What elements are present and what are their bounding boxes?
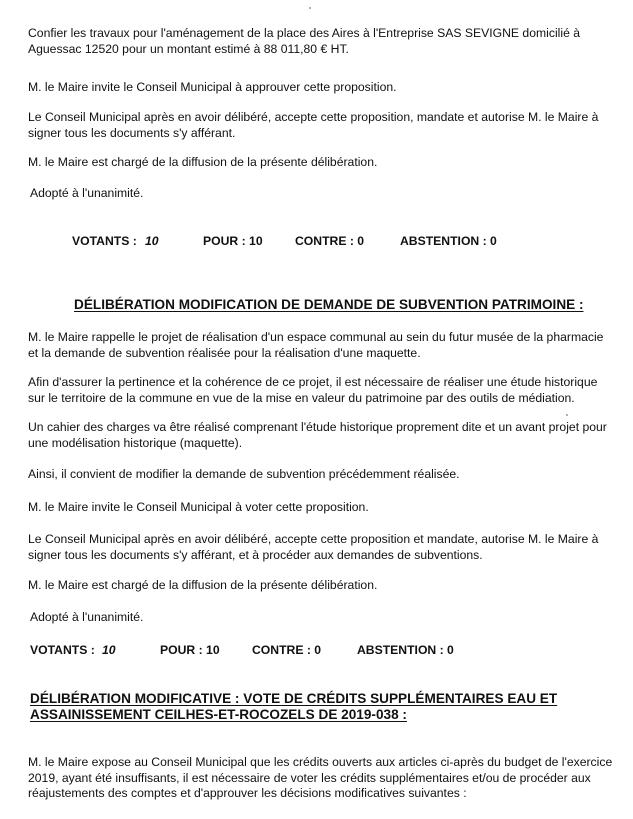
- vote-results: [72, 234, 512, 250]
- pour-count: POUR : 10: [203, 234, 263, 248]
- section-heading-line1: DÉLIBÉRATION MODIFICATIVE : VOTE DE CRÉDITS SUPPLÉMENTAIRES EAU ET: [30, 691, 558, 706]
- votants-label: VOTANTS :: [30, 643, 95, 657]
- paragraph: Ainsi, il convient de modifier la demande de subvention précédemment réalisée.: [28, 467, 460, 481]
- vote-results: [30, 643, 470, 659]
- contre-count: CONTRE : 0: [295, 234, 365, 248]
- paragraph: Confier les travaux pour l'aménagement de la place des Aires à l'Entreprise SAS SEVIGNE domicilié à Aguessac 12520 pour un montant estimé à 88 011,80 € HT.: [28, 26, 581, 56]
- pour-count: POUR : 10: [160, 643, 220, 657]
- abstention-count: ABSTENTION : 0: [357, 643, 454, 657]
- paragraph: Le Conseil Municipal après en avoir délibéré, accepte cette proposition et mandate, autorise M. le Maire à signer tous les documents s'y afférant, et à procéder aux demandes de subventions.: [28, 532, 599, 562]
- section-heading: DÉLIBÉRATION MODIFICATION DE DEMANDE DE SUBVENTION PATRIMOINE :: [74, 297, 584, 312]
- paragraph: M. le Maire expose au Conseil Municipal que les crédits ouverts aux articles ci-après du budget de l'exercice 2019, ayant été insuffisants, il est nécessaire de voter les crédits supplémentaires et/ou de procéder aux réajustements des comptes et d'approuver les décisions modificatives suivantes :: [28, 755, 613, 800]
- section-heading-line2: ASSAINISSEMENT CEILHES-ET-ROCOZELS DE 2019-038 :: [30, 707, 407, 722]
- paragraph: Afin d'assurer la pertinence et la cohérence de ce projet, il est nécessaire de réaliser une étude historique sur le territoire de la commune en vue de la mise en valeur du patrimoine par des outils de médiation.: [28, 375, 598, 405]
- scan-speck: [309, 7, 311, 9]
- adoption-note: Adopté à l'unanimité.: [30, 186, 144, 200]
- paragraph: Un cahier des charges va être réalisé comprenant l'étude historique proprement dite et un avant projet pour une modélisation historique (maquette).: [28, 420, 607, 450]
- paragraph: Le Conseil Municipal après en avoir délibéré, accepte cette proposition, mandate et autorise M. le Maire à signer tous les documents s'y afférant.: [28, 110, 599, 140]
- paragraph: M. le Maire invite le Conseil Municipal à voter cette proposition.: [28, 500, 369, 514]
- paragraph: M. le Maire rappelle le projet de réalisation d'un espace communal au sein du futur musée de la pharmacie et la demande de subvention réalisée pour la réalisation d'une maquette.: [28, 330, 604, 360]
- paragraph: M. le Maire est chargé de la diffusion de la présente délibération.: [28, 155, 378, 169]
- votants-label: VOTANTS :: [72, 234, 137, 248]
- contre-count: CONTRE : 0: [252, 643, 322, 657]
- paragraph: M. le Maire invite le Conseil Municipal à approuver cette proposition.: [28, 80, 397, 94]
- votants-value: 10: [145, 234, 159, 248]
- scan-speck: [566, 414, 568, 416]
- abstention-count: ABSTENTION : 0: [400, 234, 497, 248]
- paragraph: M. le Maire est chargé de la diffusion de la présente délibération.: [28, 578, 378, 592]
- votants-value: 10: [102, 643, 116, 657]
- adoption-note: Adopté à l'unanimité.: [30, 610, 144, 624]
